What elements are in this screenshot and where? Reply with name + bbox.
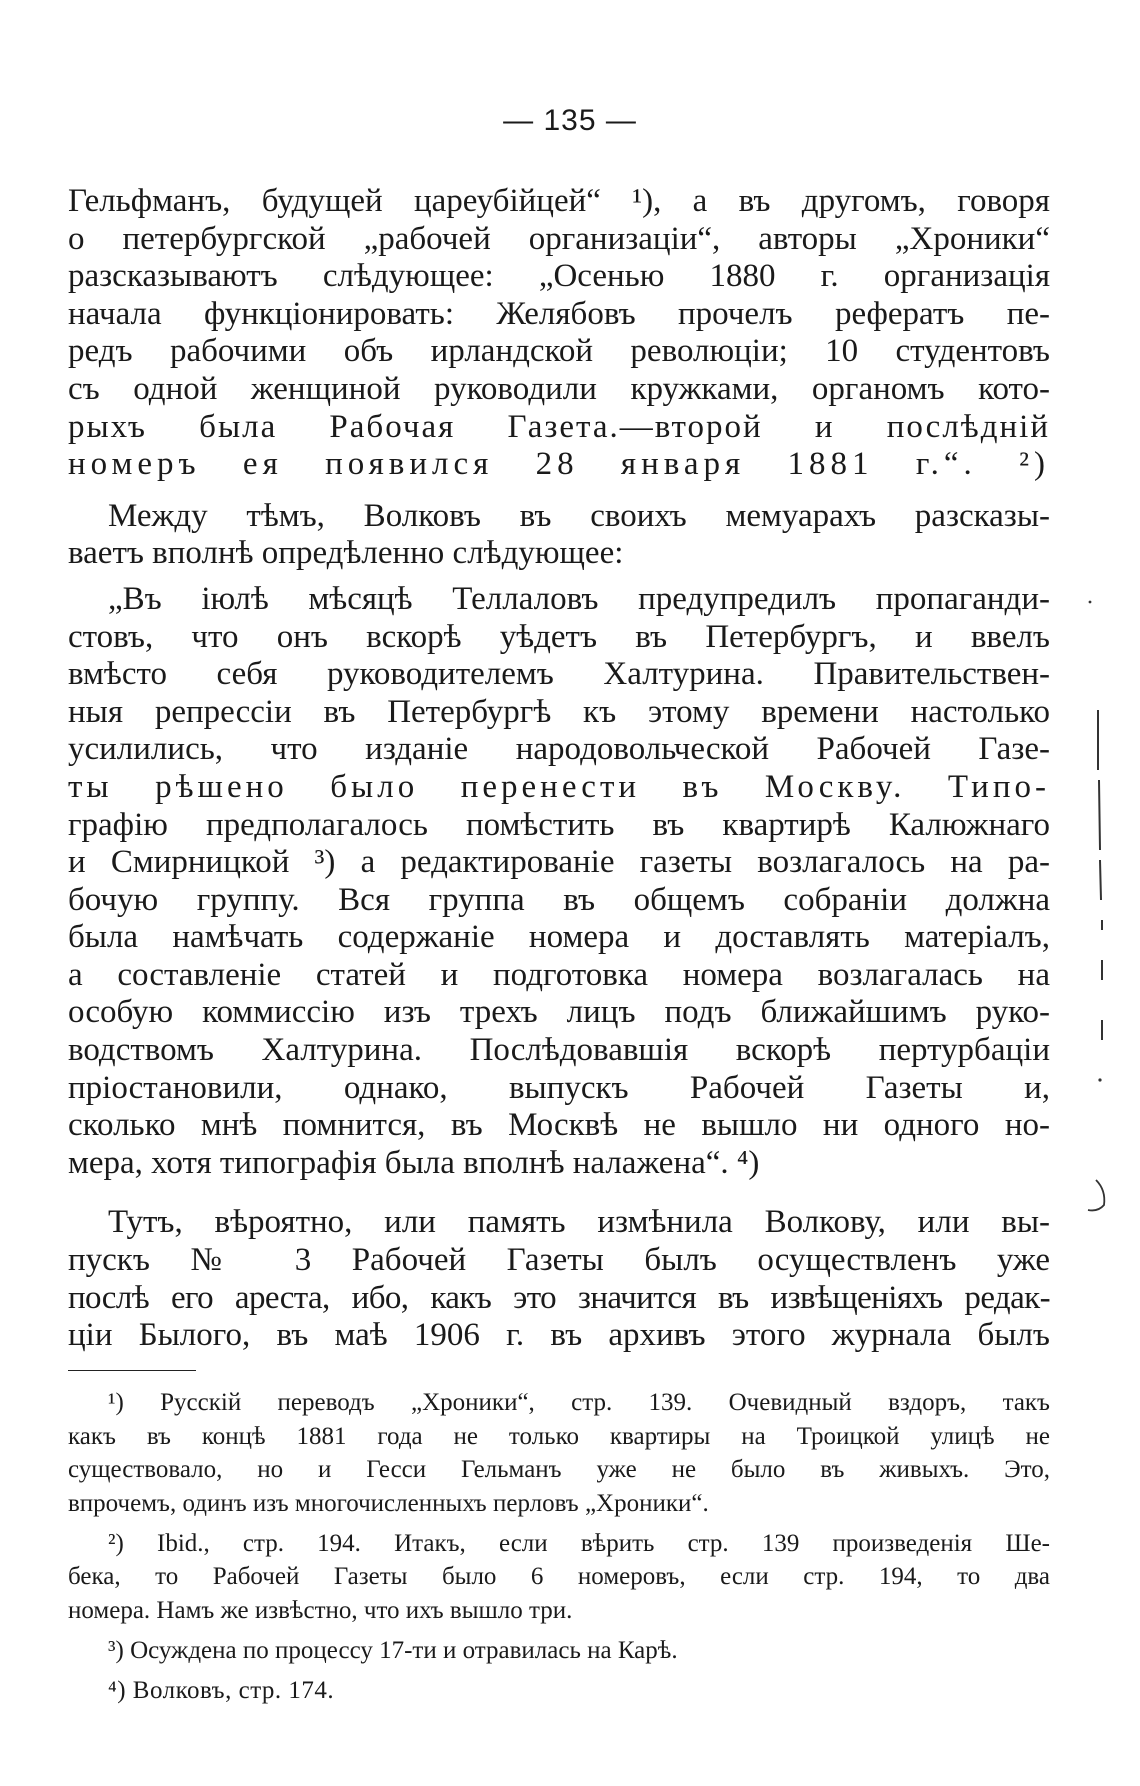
footnote-line: какъ въ концѣ 1881 года не только квартиры на Троицкой улицѣ не (68, 1422, 1050, 1450)
body-text (68, 183, 1050, 1355)
body-line: вмѣсто себя руководителемъ Халтурина. Правительствен- (68, 656, 1050, 693)
body-line: рыхъ была Рабочая Газета.—второй и послѣдній (68, 408, 1050, 445)
body-line: Между тѣмъ, Волковъ въ своихъ мемуарахъ разсказы- (108, 497, 1050, 534)
margin-pencil-marks (1084, 600, 1124, 1220)
body-line: стовъ, что онъ вскорѣ уѣдетъ въ Петербургъ, и ввелъ (68, 618, 1050, 655)
body-line: о петербургской „рабочей организаціи“, авторы „Хроники“ (68, 220, 1050, 257)
footnote-line: бека, то Рабочей Газеты было 6 номеровъ, если стр. 194, то два (68, 1563, 1050, 1591)
body-line: пускъ № 3 Рабочей Газеты былъ осуществленъ уже (68, 1242, 1050, 1279)
body-line: послѣ его ареста, ибо, какъ это значится въ извѣщеніяхъ редак- (68, 1279, 1050, 1316)
footnote-divider (68, 1370, 196, 1371)
body-line: ціи Былого, въ маѣ 1906 г. въ архивъ этого журнала былъ (68, 1317, 1050, 1354)
footnote-line: номера. Намъ же извѣстно, что ихъ вышло три. (68, 1597, 573, 1625)
footnote-line: существовало, но и Гесси Гельманъ уже не было въ живыхъ. Это, (68, 1456, 1050, 1484)
body-line: бочую группу. Вся группа въ общемъ собраніи должна (68, 881, 1050, 918)
body-line: мера, хотя типографія была вполнѣ налажена“. ⁴) (68, 1144, 760, 1181)
body-line: редъ рабочими объ ирландской революціи; 10 студентовъ (68, 333, 1050, 370)
body-line: номеръ ея появился 28 января 1881 г.“. ²) (68, 446, 1050, 483)
footnote-line: ¹) Русскій переводъ „Хроники“, стр. 139. Очевидный вздоръ, такъ (108, 1389, 1050, 1416)
body-line: съ одной женщиной руководили кружками, органомъ кото- (68, 370, 1050, 407)
body-line: была намѣчать содержаніе номера и доставлять матеріалъ, (68, 919, 1050, 956)
body-line: и Смирницкой ³) а редактированіе газеты возлагалось на ра- (68, 844, 1050, 881)
body-line: а составленіе статей и подготовка номера возлагалась на (68, 956, 1050, 993)
body-line: „Въ іюлѣ мѣсяцѣ Теллаловъ предупредилъ пропаганди- (108, 580, 1050, 617)
body-line: водствомъ Халтурина. Послѣдовавшія вскорѣ пертурбаціи (68, 1032, 1050, 1069)
body-line: усилились, что изданіе народовольческой Рабочей Газе- (68, 731, 1050, 768)
body-line: Тутъ, вѣроятно, или память измѣнила Волкову, или вы- (108, 1204, 1050, 1241)
body-line: ныя репрессіи въ Петербургѣ къ этому времени настолько (68, 693, 1050, 730)
body-line: графію предполагалось помѣстить въ квартирѣ Калюжнаго (68, 806, 1050, 843)
footnote-line: ⁴) Волковъ, стр. 174. (108, 1676, 335, 1704)
footnote-line: впрочемъ, одинъ изъ многочисленныхъ перловъ „Хроники“. (68, 1490, 709, 1518)
page-number: — 135 — (503, 104, 637, 137)
body-line: Гельфманъ, будущей цареубійцей“ ¹), а въ другомъ, говоря (68, 183, 1050, 219)
body-line: разсказываютъ слѣдующее: „Осенью 1880 г. организація (68, 258, 1050, 295)
body-line: особую коммиссію изъ трехъ лицъ подъ ближайшимъ руко- (68, 994, 1050, 1031)
body-line: сколько мнѣ помнится, въ Москвѣ не вышло ни одного но- (68, 1107, 1050, 1144)
body-line: ты рѣшено было перенести въ Москву. Типо- (68, 768, 1050, 805)
body-line: пріостановили, однако, выпускъ Рабочей Газеты и, (68, 1069, 1050, 1106)
footnote-line: ²) Ibid., стр. 194. Итакъ, если вѣрить стр. 139 произведенія Ше- (108, 1529, 1050, 1557)
body-line: начала функціонировать: Желябовъ прочелъ рефератъ пе- (68, 295, 1050, 332)
body-line: ваетъ вполнѣ опредѣленно слѣдующее: (68, 535, 624, 572)
footnote-line: ³) Осуждена по процессу 17-ти и отравилась на Карѣ. (108, 1636, 678, 1664)
footnotes (68, 1386, 1050, 1707)
